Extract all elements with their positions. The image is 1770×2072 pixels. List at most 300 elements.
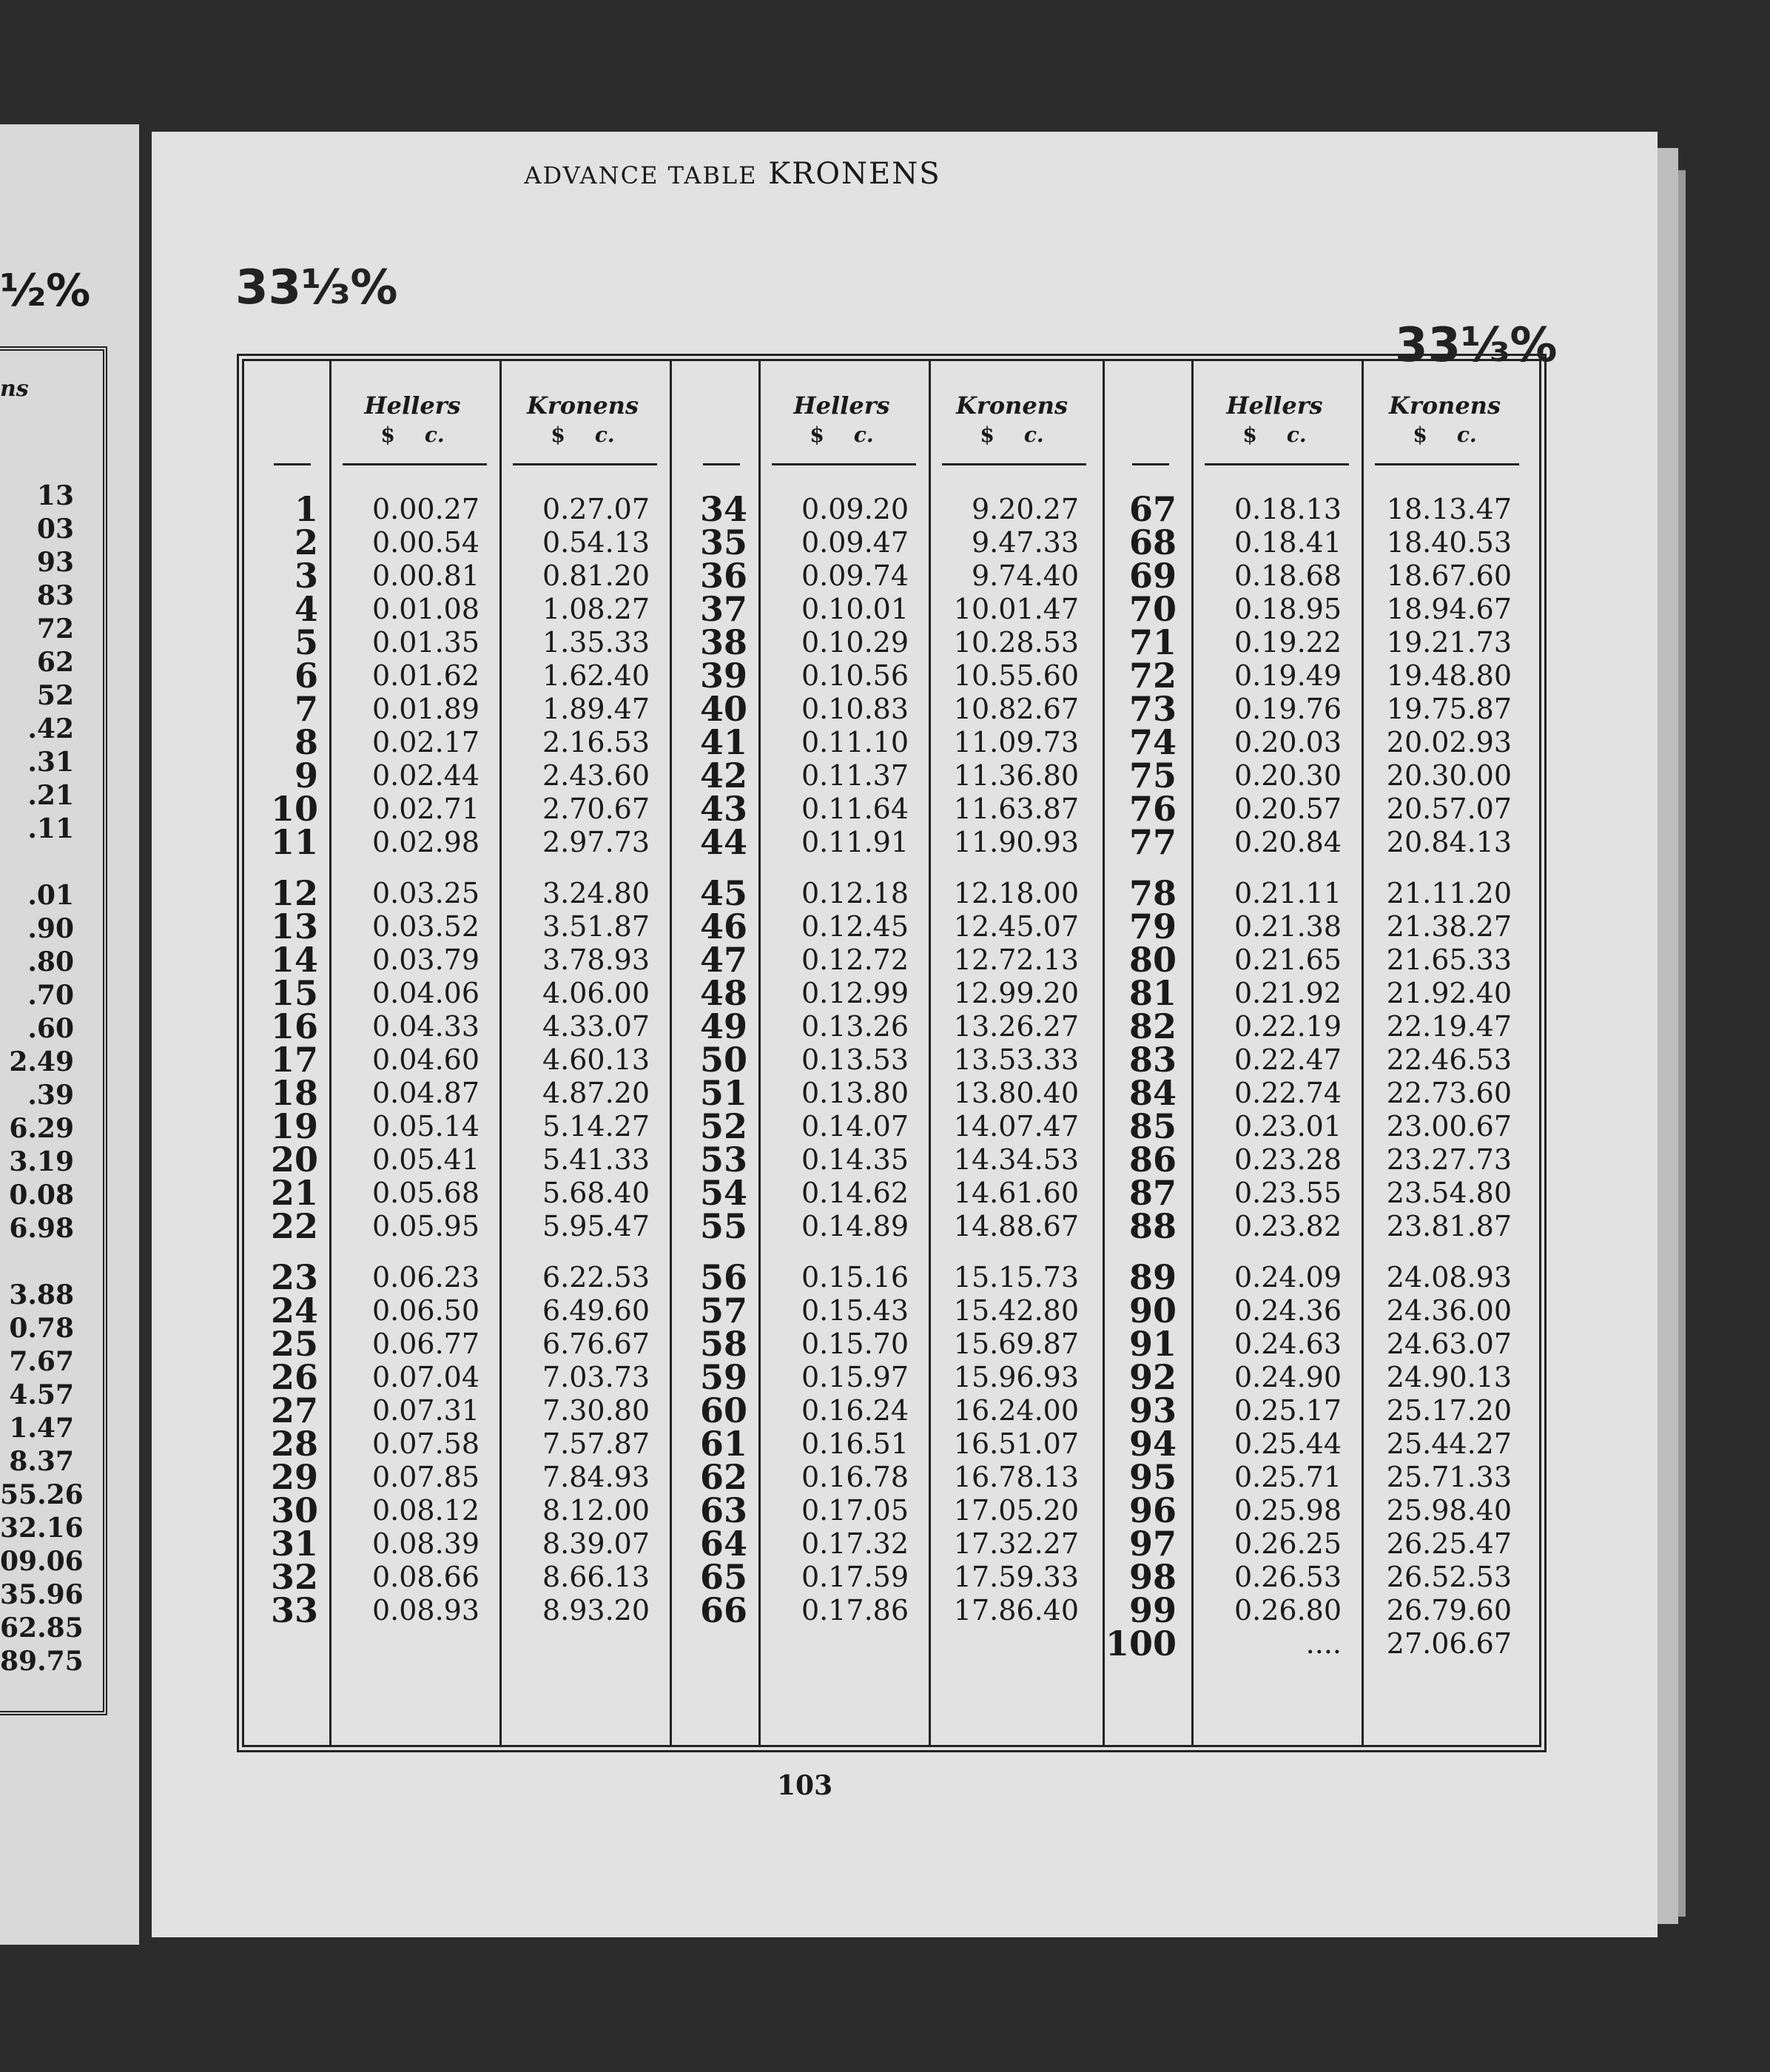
currency-units bbox=[499, 420, 666, 450]
row-number: 90 bbox=[1128, 1291, 1177, 1331]
kronens-value: 16.24.00 bbox=[953, 1394, 1079, 1427]
row-number: 78 bbox=[1128, 873, 1177, 913]
left-page-value: 1.47 bbox=[9, 1413, 74, 1444]
kronens-header-rule bbox=[1375, 463, 1519, 465]
hellers-value: 0.17.86 bbox=[801, 1594, 909, 1627]
hellers-value: 0.26.53 bbox=[1234, 1561, 1342, 1593]
hellers-value: 0.11.10 bbox=[801, 726, 909, 758]
kronens-value: 23.27.73 bbox=[1386, 1143, 1512, 1176]
cents-label: c. bbox=[1286, 423, 1307, 447]
left-page-value: 7.67 bbox=[9, 1346, 74, 1377]
hellers-value: 0.01.35 bbox=[371, 626, 479, 659]
hellers-column-header bbox=[329, 391, 496, 450]
hellers-value: 0.09.47 bbox=[801, 526, 909, 559]
hellers-value: 0.21.92 bbox=[1234, 977, 1342, 1009]
dollar-sign: $ bbox=[380, 423, 395, 447]
kronens-value: 7.03.73 bbox=[542, 1361, 650, 1393]
hellers-value: 0.08.93 bbox=[371, 1594, 479, 1627]
hellers-label: Hellers bbox=[1226, 391, 1323, 420]
row-number: 7 bbox=[294, 689, 318, 729]
kronens-value: 11.36.80 bbox=[953, 759, 1079, 792]
row-number: 21 bbox=[270, 1173, 318, 1213]
kronens-label: Kronens bbox=[956, 391, 1068, 420]
left-page-value: .39 bbox=[27, 1080, 74, 1111]
kronens-value: 17.86.40 bbox=[953, 1594, 1079, 1627]
left-page-value: .21 bbox=[27, 780, 74, 811]
kronens-value: 26.52.53 bbox=[1386, 1561, 1512, 1593]
left-page-value: 6.98 bbox=[9, 1213, 74, 1244]
row-number: 25 bbox=[270, 1324, 318, 1364]
kronens-value: 2.70.67 bbox=[542, 793, 650, 825]
hellers-value: 0.11.64 bbox=[801, 793, 909, 825]
kronens-value: 6.76.67 bbox=[542, 1328, 650, 1360]
group-gap bbox=[929, 859, 1079, 877]
number-column-dash bbox=[274, 463, 311, 465]
kronens-value: 10.01.47 bbox=[953, 593, 1079, 625]
kronens-value: 20.84.13 bbox=[1386, 826, 1512, 858]
hellers-value: 0.16.24 bbox=[801, 1394, 909, 1427]
hellers-value: 0.04.60 bbox=[371, 1043, 479, 1076]
kronens-column-header bbox=[1362, 391, 1528, 450]
hellers-value: 0.16.78 bbox=[801, 1461, 909, 1493]
group-gap bbox=[1362, 1243, 1512, 1261]
row-number: 44 bbox=[699, 822, 747, 862]
hellers-value: 0.07.04 bbox=[371, 1361, 479, 1393]
row-number: 73 bbox=[1128, 689, 1177, 729]
kronens-value: 4.33.07 bbox=[542, 1010, 650, 1043]
row-number: 10 bbox=[270, 789, 318, 829]
hellers-value: 0.21.11 bbox=[1234, 877, 1342, 909]
kronens-value: 13.26.27 bbox=[953, 1010, 1079, 1043]
left-page-value: .60 bbox=[27, 1013, 74, 1044]
hellers-value: 0.09.20 bbox=[801, 493, 909, 525]
hellers-value: 0.05.14 bbox=[371, 1110, 479, 1143]
hellers-value: 0.03.52 bbox=[371, 910, 479, 943]
dollar-sign: $ bbox=[980, 423, 995, 447]
kronens-value: 24.63.07 bbox=[1386, 1328, 1512, 1360]
row-number: 30 bbox=[270, 1490, 318, 1530]
hellers-value: 0.13.53 bbox=[801, 1043, 909, 1076]
left-page-value: .31 bbox=[27, 747, 74, 778]
hellers-value: 0.00.81 bbox=[371, 559, 479, 592]
page-edge bbox=[1658, 148, 1678, 1924]
kronens-value: 16.78.13 bbox=[953, 1461, 1079, 1493]
dollar-sign: $ bbox=[551, 423, 565, 447]
kronens-value: 25.17.20 bbox=[1386, 1394, 1512, 1427]
row-number: 4 bbox=[294, 589, 318, 629]
kronens-value: 19.21.73 bbox=[1386, 626, 1512, 659]
row-number: 42 bbox=[699, 756, 747, 796]
kronens-value: 24.08.93 bbox=[1386, 1261, 1512, 1294]
kronens-value: 3.51.87 bbox=[542, 910, 650, 943]
hellers-value: 0.26.80 bbox=[1234, 1594, 1342, 1627]
hellers-value: 0.04.06 bbox=[371, 977, 479, 1009]
hellers-value: 0.21.65 bbox=[1234, 944, 1342, 976]
hellers-value: 0.13.26 bbox=[801, 1010, 909, 1043]
hellers-value: 0.26.25 bbox=[1234, 1527, 1342, 1560]
hellers-value: 0.10.29 bbox=[801, 626, 909, 659]
hellers-value: 0.10.83 bbox=[801, 693, 909, 725]
kronens-value: 11.90.93 bbox=[953, 826, 1079, 858]
kronens-value: 18.94.67 bbox=[1386, 593, 1512, 625]
hellers-value: 0.15.70 bbox=[801, 1328, 909, 1360]
kronens-value: 7.57.87 bbox=[542, 1427, 650, 1460]
row-number: 16 bbox=[270, 1006, 318, 1046]
hellers-value: 0.23.55 bbox=[1234, 1177, 1342, 1209]
hellers-value: 0.22.74 bbox=[1234, 1077, 1342, 1109]
page-title bbox=[474, 157, 992, 191]
left-page-fragment bbox=[0, 124, 139, 1945]
currency-units bbox=[1362, 420, 1528, 450]
row-number: 57 bbox=[699, 1291, 747, 1331]
dollar-sign: $ bbox=[1242, 423, 1257, 447]
group-gap bbox=[758, 1243, 909, 1261]
row-number: 2 bbox=[294, 522, 318, 562]
kronens-value: 19.75.87 bbox=[1386, 693, 1512, 725]
left-page-column-header: ns bbox=[0, 376, 29, 402]
left-page-value: 72 bbox=[36, 613, 74, 645]
row-number: 43 bbox=[699, 789, 747, 829]
kronens-value: 15.96.93 bbox=[953, 1361, 1079, 1393]
hellers-value: 0.23.82 bbox=[1234, 1210, 1342, 1242]
kronens-value: 7.84.93 bbox=[542, 1461, 650, 1493]
kronens-value: 1.08.27 bbox=[542, 593, 650, 625]
left-page-value: 35.96 bbox=[0, 1579, 84, 1610]
kronens-value: 26.79.60 bbox=[1386, 1594, 1512, 1627]
row-number: 15 bbox=[270, 973, 318, 1013]
row-number: 12 bbox=[270, 873, 318, 913]
row-number: 52 bbox=[699, 1106, 747, 1146]
kronens-column-header bbox=[929, 391, 1095, 450]
row-number: 51 bbox=[699, 1073, 747, 1113]
hellers-value: 0.25.98 bbox=[1234, 1494, 1342, 1527]
group-gap bbox=[499, 859, 650, 877]
hellers-value: 0.03.79 bbox=[371, 944, 479, 976]
row-number: 35 bbox=[699, 522, 747, 562]
kronens-value: 23.81.87 bbox=[1386, 1210, 1512, 1242]
kronens-value: 11.09.73 bbox=[953, 726, 1079, 758]
hellers-value: 0.20.03 bbox=[1234, 726, 1342, 758]
kronens-value: 10.55.60 bbox=[953, 659, 1079, 692]
row-number: 80 bbox=[1128, 940, 1177, 980]
row-number: 22 bbox=[270, 1206, 318, 1246]
hellers-value: 0.18.13 bbox=[1234, 493, 1342, 525]
row-number: 99 bbox=[1128, 1590, 1177, 1630]
left-page-value: 8.37 bbox=[9, 1446, 74, 1477]
row-number: 100 bbox=[1105, 1624, 1177, 1664]
row-number: 74 bbox=[1128, 722, 1177, 762]
page-edge-shadow bbox=[1678, 170, 1686, 1917]
kronens-value: 4.87.20 bbox=[542, 1077, 650, 1109]
row-number: 88 bbox=[1128, 1206, 1177, 1246]
kronens-value: 9.47.33 bbox=[971, 526, 1079, 559]
hellers-value: 0.07.58 bbox=[371, 1427, 479, 1460]
hellers-value: 0.18.95 bbox=[1234, 593, 1342, 625]
kronens-value: 17.32.27 bbox=[953, 1527, 1079, 1560]
hellers-value: 0.05.68 bbox=[371, 1177, 479, 1209]
left-page-value: .11 bbox=[27, 813, 74, 844]
left-page-value: 3.88 bbox=[9, 1279, 74, 1311]
row-number: 37 bbox=[699, 589, 747, 629]
kronens-value: 15.15.73 bbox=[953, 1261, 1079, 1294]
row-number: 82 bbox=[1128, 1006, 1177, 1046]
left-page-value: 62.85 bbox=[0, 1612, 84, 1644]
hellers-value: 0.12.99 bbox=[801, 977, 909, 1009]
kronens-value: 21.65.33 bbox=[1386, 944, 1512, 976]
hellers-value: 0.06.50 bbox=[371, 1294, 479, 1327]
row-number: 17 bbox=[270, 1040, 318, 1080]
group-gap bbox=[1362, 859, 1512, 877]
row-number: 49 bbox=[699, 1006, 747, 1046]
kronens-header-rule bbox=[942, 463, 1086, 465]
kronens-value: 14.07.47 bbox=[953, 1110, 1079, 1143]
kronens-value: 1.62.40 bbox=[542, 659, 650, 692]
hellers-value: 0.01.89 bbox=[371, 693, 479, 725]
row-number: 96 bbox=[1128, 1490, 1177, 1530]
row-number: 92 bbox=[1128, 1357, 1177, 1397]
row-number: 67 bbox=[1128, 489, 1177, 529]
kronens-value: 8.66.13 bbox=[542, 1561, 650, 1593]
hellers-list bbox=[329, 493, 479, 1627]
currency-units bbox=[929, 420, 1095, 450]
currency-units bbox=[329, 420, 496, 450]
row-number: 64 bbox=[699, 1524, 747, 1564]
hellers-value: 0.01.08 bbox=[371, 593, 479, 625]
row-number: 81 bbox=[1128, 973, 1177, 1013]
hellers-value: 0.19.49 bbox=[1234, 659, 1342, 692]
hellers-value: 0.09.74 bbox=[801, 559, 909, 592]
kronens-value: 9.74.40 bbox=[971, 559, 1079, 592]
group-gap bbox=[0, 846, 74, 879]
hellers-value: 0.24.09 bbox=[1234, 1261, 1342, 1294]
kronens-value: 16.51.07 bbox=[953, 1427, 1079, 1460]
row-number: 40 bbox=[699, 689, 747, 729]
hellers-value: 0.02.98 bbox=[371, 826, 479, 858]
kronens-value: 5.14.27 bbox=[542, 1110, 650, 1143]
hellers-value: 0.06.23 bbox=[371, 1261, 479, 1294]
left-page-values bbox=[0, 480, 84, 1678]
row-number: 83 bbox=[1128, 1040, 1177, 1080]
column-rule bbox=[670, 361, 672, 1745]
number-list bbox=[244, 489, 318, 1630]
left-page-value: .80 bbox=[27, 946, 74, 978]
kronens-value: 8.39.07 bbox=[542, 1527, 650, 1560]
row-number: 65 bbox=[699, 1557, 747, 1597]
row-number: 41 bbox=[699, 722, 747, 762]
row-number: 61 bbox=[699, 1424, 747, 1464]
kronens-header-rule bbox=[513, 463, 657, 465]
hellers-value: 0.08.39 bbox=[371, 1527, 479, 1560]
hellers-value: 0.12.45 bbox=[801, 910, 909, 943]
hellers-value: 0.12.72 bbox=[801, 944, 909, 976]
row-number: 56 bbox=[699, 1257, 747, 1297]
hellers-value: 0.11.91 bbox=[801, 826, 909, 858]
title-prefix: ADVANCE TABLE bbox=[524, 161, 758, 189]
kronens-value: 5.68.40 bbox=[542, 1177, 650, 1209]
row-number: 69 bbox=[1128, 556, 1177, 596]
left-page-value: 83 bbox=[36, 580, 74, 611]
row-number: 93 bbox=[1128, 1390, 1177, 1430]
number-column-dash bbox=[703, 463, 740, 465]
row-number: 97 bbox=[1128, 1524, 1177, 1564]
left-page-value: 2.49 bbox=[9, 1046, 74, 1077]
hellers-header-rule bbox=[1205, 463, 1349, 465]
left-page-value: 6.29 bbox=[9, 1113, 74, 1144]
group-gap bbox=[329, 859, 479, 877]
row-number: 53 bbox=[699, 1140, 747, 1180]
hellers-value: 0.19.76 bbox=[1234, 693, 1342, 725]
kronens-value: 23.54.80 bbox=[1386, 1177, 1512, 1209]
row-number: 9 bbox=[294, 756, 318, 796]
kronens-value: 2.16.53 bbox=[542, 726, 650, 758]
row-number: 45 bbox=[699, 873, 747, 913]
hellers-label: Hellers bbox=[364, 391, 461, 420]
row-number: 58 bbox=[699, 1324, 747, 1364]
kronens-value: 2.97.73 bbox=[542, 826, 650, 858]
row-number: 24 bbox=[270, 1291, 318, 1331]
currency-units bbox=[1191, 420, 1358, 450]
hellers-value: 0.24.90 bbox=[1234, 1361, 1342, 1393]
left-page-value: 03 bbox=[36, 514, 74, 545]
kronens-value: 22.19.47 bbox=[1386, 1010, 1512, 1043]
title-main: KRONENS bbox=[768, 157, 941, 191]
hellers-value: 0.15.97 bbox=[801, 1361, 909, 1393]
row-number: 20 bbox=[270, 1140, 318, 1180]
kronens-value: 13.53.33 bbox=[953, 1043, 1079, 1076]
left-page-value: 09.06 bbox=[0, 1546, 84, 1577]
hellers-value: 0.02.44 bbox=[371, 759, 479, 792]
hellers-value: 0.25.17 bbox=[1234, 1394, 1342, 1427]
hellers-value: 0.19.22 bbox=[1234, 626, 1342, 659]
row-number: 98 bbox=[1128, 1557, 1177, 1597]
row-number: 60 bbox=[699, 1390, 747, 1430]
kronens-list bbox=[929, 493, 1079, 1627]
cents-label: c. bbox=[424, 423, 445, 447]
row-number: 6 bbox=[294, 656, 318, 696]
kronens-value: 1.89.47 bbox=[542, 693, 650, 725]
hellers-value: 0.04.33 bbox=[371, 1010, 479, 1043]
kronens-value: 2.43.60 bbox=[542, 759, 650, 792]
cents-label: c. bbox=[594, 423, 615, 447]
row-number: 59 bbox=[699, 1357, 747, 1397]
hellers-value: 0.10.56 bbox=[801, 659, 909, 692]
hellers-value: 0.20.57 bbox=[1234, 793, 1342, 825]
hellers-value: 0.02.17 bbox=[371, 726, 479, 758]
kronens-value: 20.30.00 bbox=[1386, 759, 1512, 792]
row-number: 84 bbox=[1128, 1073, 1177, 1113]
group-gap bbox=[758, 859, 909, 877]
row-number: 36 bbox=[699, 556, 747, 596]
cents-label: c. bbox=[1023, 423, 1044, 447]
hellers-value: 0.24.63 bbox=[1234, 1328, 1342, 1360]
row-number: 34 bbox=[699, 489, 747, 529]
kronens-value: 12.45.07 bbox=[953, 910, 1079, 943]
hellers-value: 0.11.37 bbox=[801, 759, 909, 792]
kronens-value: 18.67.60 bbox=[1386, 559, 1512, 592]
kronens-value: 11.63.87 bbox=[953, 793, 1079, 825]
hellers-value: 0.21.38 bbox=[1234, 910, 1342, 943]
hellers-header-rule bbox=[343, 463, 487, 465]
hellers-value: 0.17.05 bbox=[801, 1494, 909, 1527]
kronens-value: 12.72.13 bbox=[953, 944, 1079, 976]
left-page-value: 0.08 bbox=[9, 1180, 74, 1211]
hellers-value: 0.20.84 bbox=[1234, 826, 1342, 858]
hellers-value: 0.15.16 bbox=[801, 1261, 909, 1294]
row-number: 79 bbox=[1128, 906, 1177, 946]
kronens-value: 5.41.33 bbox=[542, 1143, 650, 1176]
left-page-value: 93 bbox=[36, 547, 74, 578]
hellers-value: 0.02.71 bbox=[371, 793, 479, 825]
kronens-value: 0.54.13 bbox=[542, 526, 650, 559]
kronens-value: 14.88.67 bbox=[953, 1210, 1079, 1242]
row-number: 5 bbox=[294, 622, 318, 662]
row-number: 71 bbox=[1128, 622, 1177, 662]
row-number: 26 bbox=[270, 1357, 318, 1397]
kronens-value: 21.11.20 bbox=[1386, 877, 1512, 909]
kronens-value: 8.12.00 bbox=[542, 1494, 650, 1527]
kronens-value: 13.80.40 bbox=[953, 1077, 1079, 1109]
kronens-value: 8.93.20 bbox=[542, 1594, 650, 1627]
hellers-value: 0.05.95 bbox=[371, 1210, 479, 1242]
kronens-value: 24.36.00 bbox=[1386, 1294, 1512, 1327]
number-column-dash bbox=[1132, 463, 1169, 465]
hellers-value: 0.07.31 bbox=[371, 1394, 479, 1427]
kronens-value: 18.13.47 bbox=[1386, 493, 1512, 525]
hellers-value: 0.23.28 bbox=[1234, 1143, 1342, 1176]
row-number: 18 bbox=[270, 1073, 318, 1113]
left-page-value: 3.19 bbox=[9, 1146, 74, 1177]
row-number: 32 bbox=[270, 1557, 318, 1597]
kronens-value: 25.71.33 bbox=[1386, 1461, 1512, 1493]
kronens-value: 6.22.53 bbox=[542, 1261, 650, 1294]
currency-units bbox=[758, 420, 925, 450]
kronens-value: 10.82.67 bbox=[953, 693, 1079, 725]
row-number: 89 bbox=[1128, 1257, 1177, 1297]
row-number: 11 bbox=[270, 822, 318, 862]
row-number: 8 bbox=[294, 722, 318, 762]
row-number: 23 bbox=[270, 1257, 318, 1297]
left-page-value: .01 bbox=[27, 880, 74, 911]
row-number: 38 bbox=[699, 622, 747, 662]
kronens-value: 9.20.27 bbox=[971, 493, 1079, 525]
kronens-label: Kronens bbox=[527, 391, 639, 420]
kronens-value: 20.57.07 bbox=[1386, 793, 1512, 825]
kronens-value: 22.46.53 bbox=[1386, 1043, 1512, 1076]
row-number: 1 bbox=[294, 489, 318, 529]
left-page-value: 13 bbox=[36, 480, 74, 511]
row-number: 50 bbox=[699, 1040, 747, 1080]
row-number: 70 bbox=[1128, 589, 1177, 629]
row-number: 87 bbox=[1128, 1173, 1177, 1213]
hellers-value: 0.22.47 bbox=[1234, 1043, 1342, 1076]
left-page-value: 4.57 bbox=[9, 1379, 74, 1410]
kronens-value: 18.40.53 bbox=[1386, 526, 1512, 559]
kronens-value: 3.78.93 bbox=[542, 944, 650, 976]
left-page-value: 32.16 bbox=[0, 1513, 84, 1544]
hellers-value: 0.14.62 bbox=[801, 1177, 909, 1209]
row-number: 68 bbox=[1128, 522, 1177, 562]
left-page-percent-badge: ½% bbox=[0, 265, 91, 317]
row-number: 86 bbox=[1128, 1140, 1177, 1180]
kronens-value: 20.02.93 bbox=[1386, 726, 1512, 758]
hellers-list bbox=[758, 493, 909, 1627]
kronens-value: 21.38.27 bbox=[1386, 910, 1512, 943]
hellers-value: 0.05.41 bbox=[371, 1143, 479, 1176]
hellers-value: 0.12.18 bbox=[801, 877, 909, 909]
kronens-value: 12.99.20 bbox=[953, 977, 1079, 1009]
kronens-value: 4.60.13 bbox=[542, 1043, 650, 1076]
hellers-value: 0.03.25 bbox=[371, 877, 479, 909]
